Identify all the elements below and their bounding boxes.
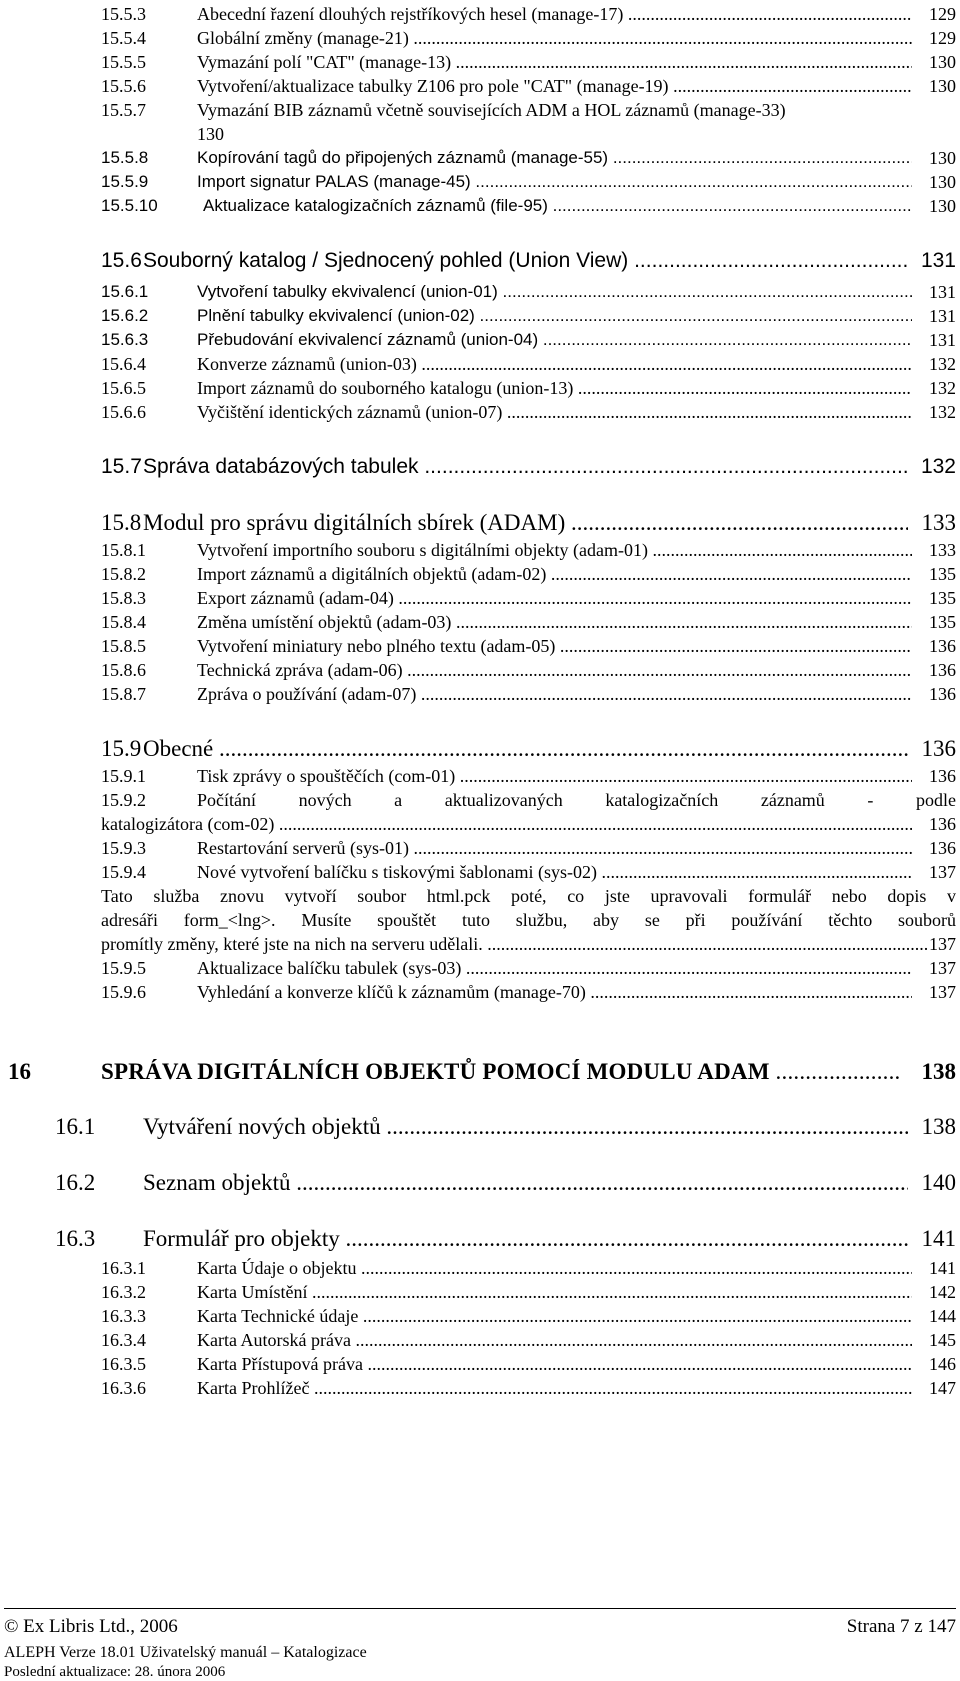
toc-label: Vytváření nových objektů ..... [143, 1112, 912, 1142]
toc-page: 137 [929, 934, 956, 954]
toc-page: 136 [912, 634, 956, 658]
toc-entry-15-6-2[interactable] [0, 304, 960, 328]
toc-entry-15-9-3[interactable] [0, 836, 960, 860]
toc-number: 15.9.3 [101, 838, 146, 858]
toc-entry-15-5-6[interactable] [0, 74, 960, 98]
toc-page: 136 [912, 658, 956, 682]
toc-entry-16[interactable] [0, 1056, 960, 1088]
toc-entry-15-9-1[interactable] [0, 764, 960, 788]
toc-number: 16.3.5 [101, 1354, 146, 1374]
toc-entry-15-8-5[interactable] [0, 634, 960, 658]
toc-page: 136 [912, 836, 956, 860]
toc-label: SPRÁVA DIGITÁLNÍCH OBJEKTŮ POMOCÍ MODULU ADAM ..... [101, 1056, 906, 1088]
toc-number: 15.6.4 [101, 354, 146, 374]
toc-label: Přebudování ekvivalencí záznamů (union-04) ..... [197, 328, 912, 352]
toc-entry-15-8-4[interactable] [0, 610, 960, 634]
toc-page: 132 [908, 452, 956, 482]
toc-label: Vyhledání a konverze klíčů k záznamům (manage-70) ..... [197, 980, 912, 1004]
toc-entry-15-5-4[interactable] [0, 26, 960, 50]
toc-entry-15-6-3[interactable] [0, 328, 960, 352]
toc-page: 130 [912, 170, 956, 194]
toc-number: 16.1 [55, 1114, 96, 1139]
toc-page: 130 [912, 194, 956, 218]
toc-entry-15-9-5[interactable] [0, 956, 960, 980]
toc-entry-15-6-6[interactable] [0, 400, 960, 424]
toc-entry-15-9-6[interactable] [0, 980, 960, 1004]
toc-number: 15.6.6 [101, 402, 146, 422]
toc-page: 136 [912, 764, 956, 788]
toc-number: 15.9.1 [101, 766, 146, 786]
toc-page: 131 [912, 280, 956, 304]
toc-entry-15-5-7[interactable] [0, 98, 960, 144]
toc-label: Import záznamů do souborného katalogu (union-13) ..... [197, 376, 912, 400]
toc-number: 16.3 [55, 1226, 96, 1251]
toc-page: 141 [908, 1224, 956, 1254]
toc-page: 133 [912, 538, 956, 562]
footer-version: ALEPH Verze 18.01 Uživatelský manuál – Katalogizace [4, 1644, 367, 1661]
toc-label: Nové vytvoření balíčku s tiskovými šablonami (sys-02) ..... [197, 860, 912, 884]
toc-number: 15.5.4 [101, 28, 146, 48]
toc-page: 130 [912, 74, 956, 98]
toc-number: 15.8.1 [101, 540, 146, 560]
toc-note-paragraph[interactable] [101, 884, 956, 956]
footer-copyright: © Ex Libris Ltd., 2006 [4, 1616, 178, 1637]
toc-label: Kopírování tagů do připojených záznamů (manage-55) ..... [197, 146, 912, 170]
toc-page: 129 [912, 2, 956, 26]
toc-page: 131 [912, 304, 956, 328]
toc-label: Vytvoření/aktualizace tabulky Z106 pro pole "CAT" (manage-19) ..... [197, 74, 912, 98]
toc-label: Vytvoření miniatury nebo plného textu (adam-05) ..... [197, 634, 912, 658]
toc-label: Karta Prohlížeč ..... [197, 1376, 912, 1400]
toc-entry-15-8-2[interactable] [0, 562, 960, 586]
toc-page: 130 [912, 50, 956, 74]
toc-label: Vymazání BIB záznamů včetně souvisejících ADM a HOL záznamů (manage-33) [197, 100, 786, 120]
toc-page: 141 [912, 1256, 956, 1280]
toc-entry-16-1[interactable] [0, 1112, 960, 1142]
toc-page: 147 [912, 1376, 956, 1400]
toc-number: 15.9 [101, 736, 142, 761]
toc-number: 15.9.5 [101, 958, 146, 978]
toc-number: 15.6.1 [101, 282, 149, 301]
toc-entry-15-5-9[interactable] [0, 170, 960, 194]
toc-label: Export záznamů (adam-04) ..... [197, 586, 912, 610]
toc-label: Vyčištění identických záznamů (union-07) ..... [197, 400, 912, 424]
toc-number: 16.3.4 [101, 1330, 146, 1350]
toc-label: Seznam objektů ..... [143, 1168, 912, 1198]
toc-entry-15-8-6[interactable] [0, 658, 960, 682]
toc-entry-15-5-8[interactable] [0, 146, 960, 170]
note-line-1: Tato služba znovu vytvoří soubor html.pck poté, co jste upravovali formulář nebo dopis v [101, 886, 956, 906]
toc-label: Aktualizace balíčku tabulek (sys-03) ..... [197, 956, 912, 980]
toc-number: 15.9.6 [101, 982, 146, 1002]
toc-page: 144 [912, 1304, 956, 1328]
toc-number: 16.3.6 [101, 1378, 146, 1398]
toc-label: Karta Umístění ..... [197, 1280, 912, 1304]
toc-entry-15-5-5[interactable] [0, 50, 960, 74]
toc-number: 15.8.5 [101, 636, 146, 656]
toc-number: 15.8 [101, 510, 142, 535]
toc-entry-16-3-3[interactable] [0, 1304, 960, 1328]
toc-label-line2: katalogizátora (com-02) ..... [101, 812, 912, 836]
toc-page: 135 [912, 586, 956, 610]
toc-page: 135 [912, 610, 956, 634]
toc-label: Modul pro správu digitálních sbírek (ADAM) ..... [143, 508, 912, 538]
toc-entry-15-9[interactable] [0, 734, 960, 764]
toc-number: 15.9.4 [101, 862, 146, 882]
toc-label: Globální změny (manage-21) ..... [197, 26, 912, 50]
toc-label: Import záznamů a digitálních objektů (adam-02) ..... [197, 562, 912, 586]
note-line-3: promítly změny, které jste na nich na serveru udělali. ..... [101, 932, 956, 956]
toc-label: Vymazání polí "CAT" (manage-13) ..... [197, 50, 912, 74]
toc-entry-15-6-1[interactable] [0, 280, 960, 304]
toc-entry-16-3-4[interactable] [0, 1328, 960, 1352]
toc-label: Souborný katalog / Sjednocený pohled (Union View) ..... [143, 246, 912, 276]
toc-number: 15.8.4 [101, 612, 146, 632]
toc-entry-15-8[interactable] [0, 508, 960, 538]
toc-label-line1: Počítání nových a aktualizovaných katalogizačních záznamů - podle [197, 790, 956, 810]
toc-entry-15-6-4[interactable] [0, 352, 960, 376]
toc-number: 16.3.1 [101, 1258, 146, 1278]
toc-entry-15-8-3[interactable] [0, 586, 960, 610]
toc-number: 15.5.7 [101, 100, 146, 120]
toc-page: 136 [912, 682, 956, 706]
toc-number: 15.9.2 [101, 790, 146, 810]
toc-number: 15.8.6 [101, 660, 146, 680]
toc-number: 15.5.9 [101, 172, 149, 191]
toc-number: 15.5.3 [101, 4, 146, 24]
toc-entry-16-3-6[interactable] [0, 1376, 960, 1400]
toc-number: 15.8.2 [101, 564, 146, 584]
toc-page: 133 [908, 508, 956, 538]
toc-page: 138 [908, 1112, 956, 1142]
toc-page: 129 [912, 26, 956, 50]
toc-entry-16-2[interactable] [0, 1168, 960, 1198]
footer-page-number: Strana 7 z 147 [846, 1616, 956, 1637]
toc-entry-16-3[interactable] [0, 1224, 960, 1254]
note-line-2: adresáři form_<lng>. Musíte spouštět tuto službu, aby se při používání těchto souborů [101, 910, 956, 930]
toc-entry-15-5-10[interactable] [0, 194, 960, 218]
toc-label: Změna umístění objektů (adam-03) ..... [197, 610, 912, 634]
toc-page: 136 [908, 734, 956, 764]
toc-number: 15.5.5 [101, 52, 146, 72]
toc-label: Import signatur PALAS (manage-45) ..... [197, 170, 912, 194]
toc-label: Karta Autorská práva ..... [197, 1328, 912, 1352]
toc-number: 16.3.3 [101, 1306, 146, 1326]
toc-page: 131 [912, 328, 956, 352]
toc-number: 15.6.3 [101, 330, 149, 349]
toc-number: 15.5.10 [101, 196, 158, 215]
toc-label: Karta Technické údaje ..... [197, 1304, 912, 1328]
toc-entry-15-6-5[interactable] [0, 376, 960, 400]
toc-page: 132 [912, 400, 956, 424]
toc-number: 15.6.2 [101, 306, 149, 325]
toc-entry-15-8-1[interactable] [0, 538, 960, 562]
toc-label: Správa databázových tabulek ..... [143, 452, 912, 482]
toc-number: 16.3.2 [101, 1282, 146, 1302]
footer-rule [4, 1608, 956, 1609]
toc-page: 138 [902, 1056, 956, 1088]
toc-number: 15.5.8 [101, 148, 149, 167]
toc-entry-15-5-3[interactable] [0, 2, 960, 26]
toc-number: 15.8.3 [101, 588, 146, 608]
footer-last-update: Poslední aktualizace: 28. února 2006 [4, 1664, 226, 1680]
toc-label: Karta Přístupová práva ..... [197, 1352, 912, 1376]
toc-entry-15-7[interactable] [0, 452, 960, 482]
toc-number: 15.6.5 [101, 378, 146, 398]
toc-entry-16-3-2[interactable] [0, 1280, 960, 1304]
toc-page: 131 [908, 246, 956, 276]
toc-page: 132 [912, 376, 956, 400]
toc-page: 130 [197, 124, 224, 144]
toc-label: Vytvoření tabulky ekvivalencí (union-01) ..... [197, 280, 912, 304]
toc-label: Vytvoření importního souboru s digitálními objekty (adam-01) ..... [197, 538, 912, 562]
toc-page: 137 [912, 860, 956, 884]
toc-number: 15.6 [101, 249, 142, 272]
toc-number: 15.7 [101, 455, 142, 478]
toc-entry-16-3-5[interactable] [0, 1352, 960, 1376]
toc-label: Aktualizace katalogizačních záznamů (file-95) ..... [203, 194, 912, 218]
toc-number: 16 [8, 1059, 31, 1084]
toc-page: 137 [912, 980, 956, 1004]
toc-page: 146 [912, 1352, 956, 1376]
toc-entry-16-3-1[interactable] [0, 1256, 960, 1280]
toc-label: Konverze záznamů (union-03) ..... [197, 352, 912, 376]
toc-page: 135 [912, 562, 956, 586]
toc-number: 16.2 [55, 1170, 96, 1195]
toc-page: 137 [912, 956, 956, 980]
toc-label: Zpráva o používání (adam-07) ..... [197, 682, 912, 706]
toc-page: 130 [912, 146, 956, 170]
toc-entry-15-9-4[interactable] [0, 860, 960, 884]
toc-entry-15-9-2[interactable] [0, 788, 960, 836]
toc-page: 136 [912, 812, 956, 836]
toc-entry-15-6[interactable] [0, 246, 960, 276]
toc-label: Plnění tabulky ekvivalencí (union-02) ..... [197, 304, 912, 328]
toc-label: Tisk zprávy o spouštěčích (com-01) ..... [197, 764, 912, 788]
toc-label: Karta Údaje o objektu ..... [197, 1256, 912, 1280]
toc-entry-15-8-7[interactable] [0, 682, 960, 706]
toc-label: Formulář pro objekty ..... [143, 1224, 912, 1254]
toc-label: Abecední řazení dlouhých rejstříkových hesel (manage-17) ..... [197, 2, 912, 26]
note-line-3-wrap [101, 932, 956, 956]
toc-number: 15.8.7 [101, 684, 146, 704]
toc-label: Obecné ..... [143, 734, 912, 764]
toc-page: 142 [912, 1280, 956, 1304]
toc-page: 140 [908, 1168, 956, 1198]
toc-label: Restartování serverů (sys-01) ..... [197, 836, 912, 860]
toc-page: 145 [912, 1328, 956, 1352]
toc-number: 15.5.6 [101, 76, 146, 96]
toc-page: 132 [912, 352, 956, 376]
page-footer [0, 1600, 960, 1678]
toc-label: Technická zpráva (adam-06) ..... [197, 658, 912, 682]
